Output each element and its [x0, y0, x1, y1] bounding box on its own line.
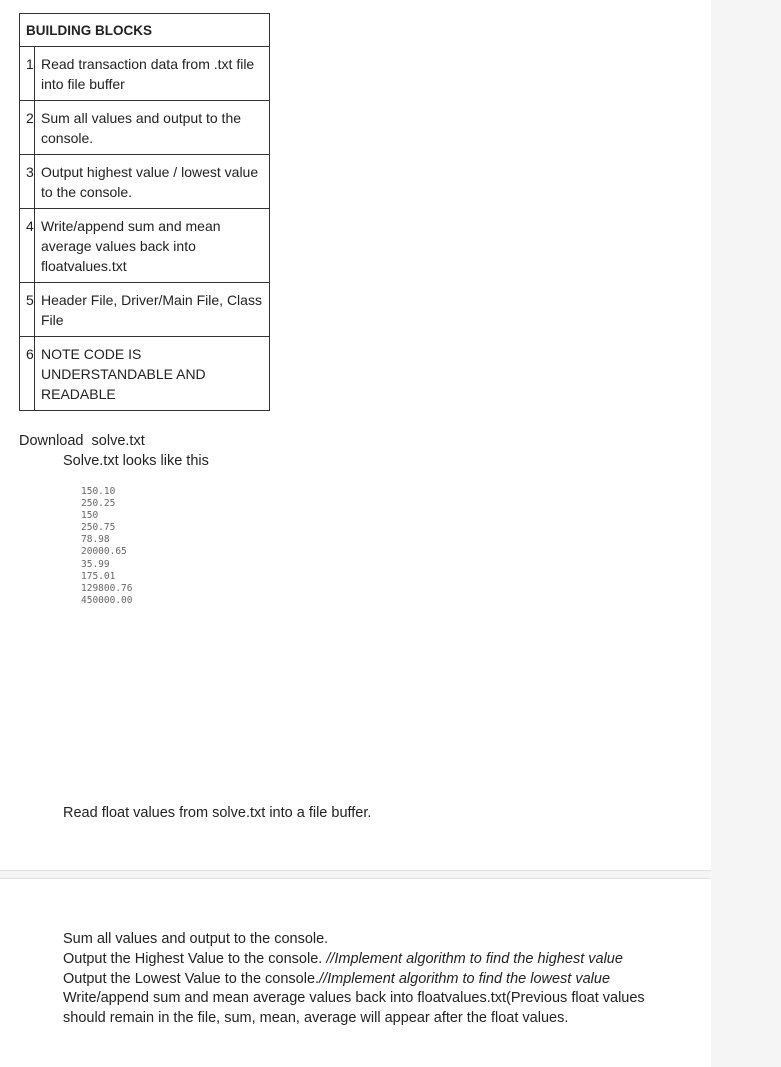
- table-row: [20, 155, 270, 209]
- instruction-lowest-text: Output the Lowest Value to the console.: [63, 970, 320, 987]
- row-number: 3: [20, 155, 35, 209]
- row-text: Sum all values and output to the console.: [35, 101, 270, 155]
- download-label: Download: [19, 433, 84, 449]
- download-line: [19, 433, 145, 449]
- instruction-write: Write/append sum and mean average values back into floatvalues.txt(Previous float values should remain in the file, sum, mean, average will appear after the float values.: [63, 990, 645, 1027]
- file-value-line: 35.99: [81, 558, 110, 570]
- table-header: BUILDING BLOCKS: [20, 14, 270, 47]
- looks-like-caption: Solve.txt looks like this: [63, 453, 209, 469]
- instruction-highest-text: Output the Highest Value to the console.: [63, 950, 327, 967]
- row-number: 6: [20, 337, 35, 411]
- building-blocks-table: [19, 13, 270, 411]
- row-number: 2: [20, 101, 35, 155]
- table-row: [20, 337, 270, 411]
- file-value-line: 250.75: [81, 522, 116, 534]
- file-value-line: 150: [81, 510, 99, 522]
- row-text: NOTE CODE IS UNDERSTANDABLE AND READABLE: [35, 337, 270, 411]
- row-text: Output highest value / lowest value to the console.: [35, 155, 270, 209]
- file-value-line: 129800.76: [81, 582, 133, 594]
- file-value-line: 78.98: [81, 534, 110, 546]
- file-value-line: 20000.65: [81, 546, 127, 558]
- table-row: [20, 101, 270, 155]
- instruction-lowest: [63, 970, 663, 990]
- instruction-highest-note: //Implement algorithm to find the highest value: [326, 950, 623, 967]
- row-text: Header File, Driver/Main File, Class File: [35, 283, 270, 337]
- instruction-lowest-note: //Implement algorithm to find the lowest value: [319, 970, 611, 987]
- read-instruction: Read float values from solve.txt into a file buffer.: [63, 805, 372, 821]
- document-card-bottom: [0, 878, 711, 1067]
- file-value-line: 450000.00: [81, 594, 133, 606]
- download-link[interactable]: solve.txt: [91, 433, 145, 449]
- row-number: 1: [20, 47, 35, 101]
- instructions-block: [63, 930, 663, 1029]
- file-value-line: 150.10: [81, 486, 116, 497]
- file-preview: [81, 486, 132, 607]
- file-value-line: 250.25: [81, 498, 116, 510]
- instruction-highest: [63, 950, 663, 970]
- table-row: [20, 283, 270, 337]
- file-value-line: 175.01: [81, 570, 116, 582]
- table-row: [20, 47, 270, 101]
- row-number: 5: [20, 283, 35, 337]
- row-text: Write/append sum and mean average values back into floatvalues.txt: [35, 209, 270, 283]
- row-text: Read transaction data from .txt file into file buffer: [35, 47, 270, 101]
- instruction-sum: Sum all values and output to the console.: [63, 931, 329, 947]
- table-row: [20, 209, 270, 283]
- row-number: 4: [20, 209, 35, 283]
